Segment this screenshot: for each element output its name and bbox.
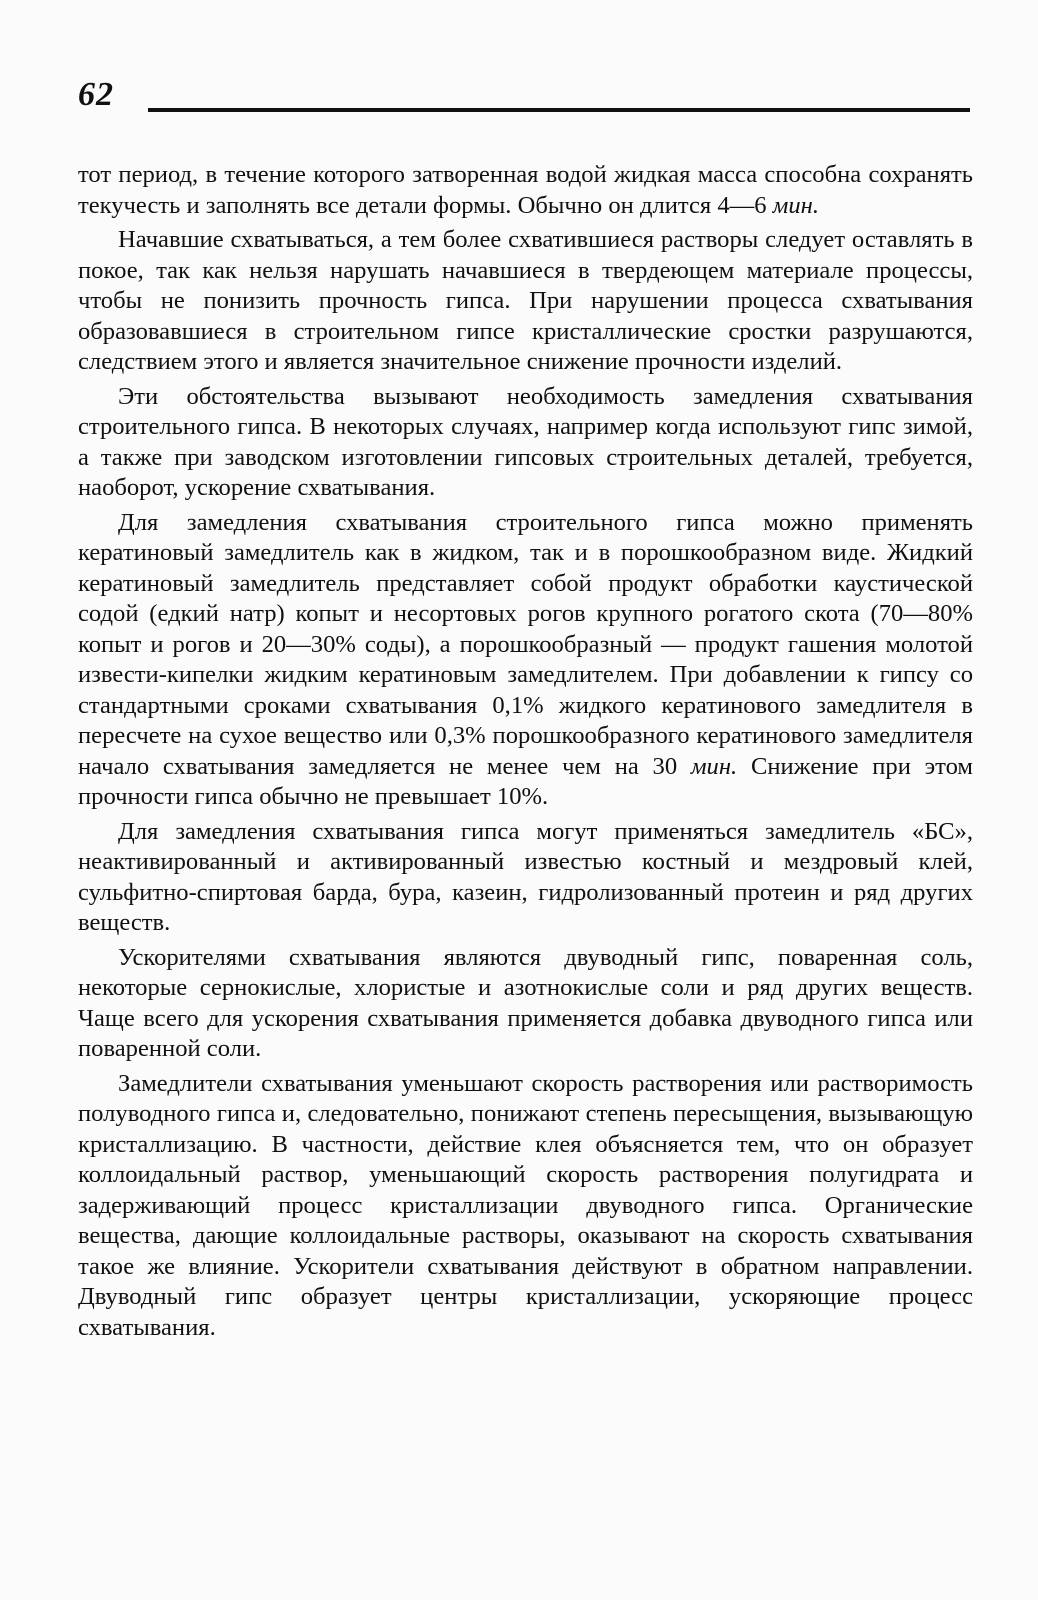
page-number: 62 xyxy=(78,76,114,113)
paragraph: Ускорителями схватывания являются двуводный гипс, поваренная соль, некоторые сернокислые, хлористые и азотнокислые соли и ряд других веществ. Чаще всего для ускорения схватывания применяется добавка двуводного гипса или поваренной соли. xyxy=(78,943,973,1062)
paragraph: Замедлители схватывания уменьшают скорость растворения или растворимость полуводного гипса и, следовательно, понижают степень пересыщения, вызывающую кристаллизацию. В частности, действие клея объясняется тем, что он образует коллоидальный раствор, уменьшающий скорость растворения полугидрата и задерживающий процесс кристаллизации двуводного гипса. Органические вещества, дающие коллоидальные растворы, оказывают на скорость схватывания такое же влияние. Ускорители схватывания действуют в обратном направлении. Двуводный гипс образует центры кристаллизации, ускоряющие процесс схватывания. xyxy=(78,1069,973,1341)
unit-minutes: мин. xyxy=(690,752,738,780)
paragraph: Начавшие схватываться, а тем более схватившиеся растворы следует оставлять в покое, так как нельзя нарушать начавшиеся в твердеющем материале процессы, чтобы не понизить прочность гипса. При нарушении процесса схватывания образовавшиеся в строительном гипсе кристаллические сростки разрушаются, следствием этого и является значительное снижение прочности изделий. xyxy=(78,226,973,375)
paragraph: Для замедления схватывания гипса могут применяться замедлитель «БС», неактивированный и активированный известью костный и мездровый клей, сульфитно-спиртовая барда, бура, казеин, гидролизованный протеин и ряд других веществ. xyxy=(78,817,973,936)
header-rule xyxy=(148,108,970,112)
paragraph: тот период, в течение которого затворенная водой жидкая масса способна сохранять текучесть и заполнять все детали формы. Обычно он длится 4—6 мин. xyxy=(78,161,973,219)
page-header xyxy=(78,70,970,120)
paragraph: Для замедления схватывания строительного гипса можно применять кератиновый замедлитель как в жидком, так и в порошкообразном виде. Жидкий кератиновый замедлитель представляет собой продукт обработки каустической содой (едкий натр) копыт и несортовых рогов крупного рогатого скота (70—80% копыт и рогов и 20—30% соды), а порошкообразный — продукт гашения молотой извести-кипелки жидким кератиновым замедлителем. При добавлении к гипсу со стандартными сроками схватывания 0,1% жидкого кератинового замедлителя в пересчете на сухое вещество или 0,3% порошкообразного кератинового замедлителя начало схватывания замедляется не менее чем на 30 мин. Снижение при этом прочности гипса обычно не превышает 10%. xyxy=(78,508,973,810)
unit-minutes: мин. xyxy=(772,191,820,219)
body-text xyxy=(78,160,973,1347)
paragraph: Эти обстоятельства вызывают необходимость замедления схватывания строительного гипса. В некоторых случаях, например когда используют гипс зимой, а также при заводском изготовлении гипсовых строительных деталей, требуется, наоборот, ускорение схватывания. xyxy=(78,382,973,501)
